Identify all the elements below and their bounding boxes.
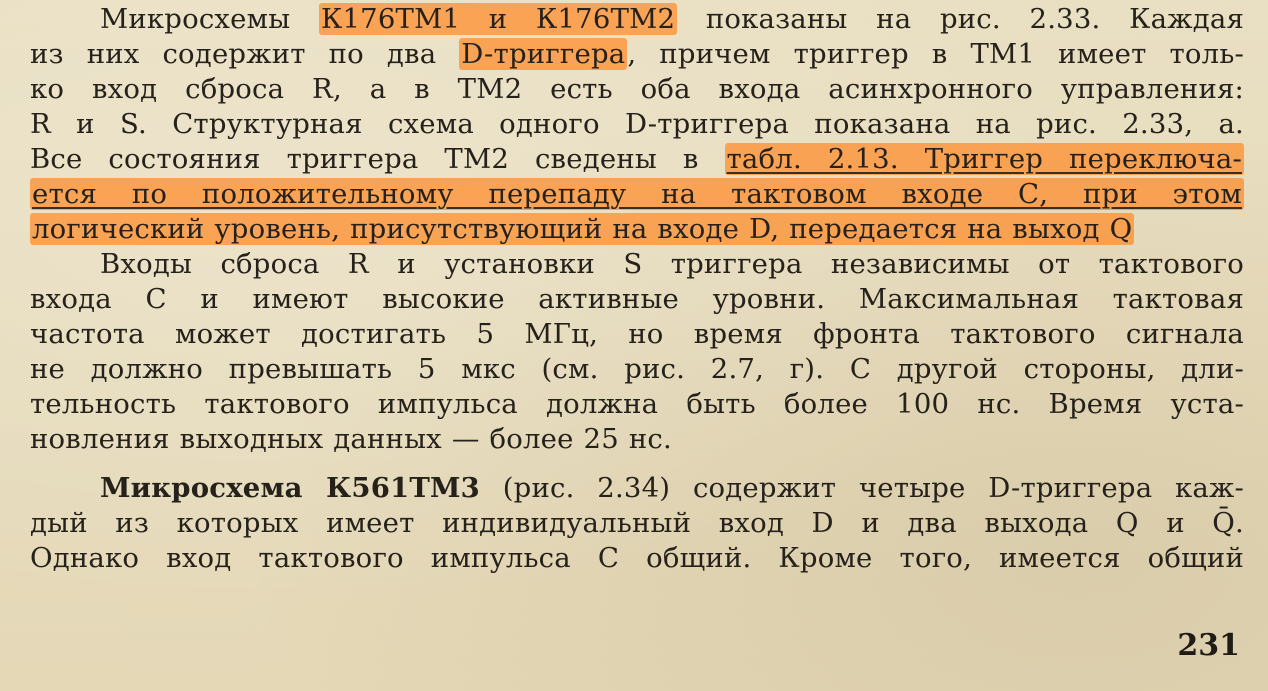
- paragraph-1-line-4: R и S. Структурная схема одного D-триггера показана на рис. 2.33, а.: [30, 108, 1244, 140]
- highlighted-trigger-sentence: табл. 2.13. Триггер переключа-: [726, 143, 1243, 175]
- highlighted-chip-names: К176ТМ1 и К176ТМ2: [320, 3, 676, 35]
- paragraph-2-line-3: частота может достигать 5 МГц, но время фронта тактового сигнала: [30, 318, 1244, 350]
- paragraph-3-line-3: Однако вход тактового импульса С общий. Кроме того, имеется общий: [30, 542, 1244, 574]
- highlighted-trigger-sentence: ется по положительному перепаду на тактовом входе С, при этом: [32, 178, 1242, 210]
- paragraph-2-line-2: входа С и имеют высокие активные уровни. Максимальная тактовая: [30, 283, 1244, 315]
- paragraph-1-line-7: [30, 212, 1244, 247]
- paragraph-1-line-2: [30, 37, 1244, 72]
- highlighted-trigger-sentence: логический уровень, присутствующий на входе D, передается на выход Q: [32, 213, 1133, 245]
- chip-heading: Микросхема К561ТМ3: [100, 472, 481, 504]
- paragraph-3-line-1: [30, 471, 1244, 506]
- text-segment: Микросхемы: [100, 3, 319, 35]
- paragraph-2-line-5: тельность тактового импульса должна быть более 100 нс. Время уста-: [30, 388, 1244, 420]
- text-segment: из них содержит по два: [30, 38, 460, 70]
- page-number: 231: [1177, 628, 1240, 663]
- paragraph-2-line-4: не должно превышать 5 мкс (см. рис. 2.7, г). С другой стороны, дли-: [30, 353, 1244, 385]
- highlighted-d-trigger: D-триггера: [461, 38, 626, 70]
- paragraph-2-line-6: новления выходных данных — более 25 нс.: [30, 423, 672, 455]
- text-segment: показаны на рис. 2.33. Каждая: [677, 3, 1244, 35]
- paragraph-3-line-2: дый из которых имеет индивидуальный вход D и два выхода Q и Q̄.: [30, 507, 1244, 539]
- paragraph-1-line-3: ко вход сброса R, а в ТМ2 есть оба входа асинхронного управления:: [30, 73, 1244, 105]
- paragraph-1-line-6: [30, 177, 1244, 212]
- text-segment: , причем триггер в ТМ1 имеет толь-: [627, 38, 1245, 70]
- paragraph-1-line-5: [30, 142, 1244, 177]
- paragraph-2-line-1: Входы сброса R и установки S триггера независимы от тактового: [100, 248, 1244, 280]
- paragraph-1-line-1: [30, 2, 1244, 37]
- paragraph-gap: [30, 457, 1244, 471]
- page-text: [30, 2, 1244, 576]
- text-segment: (рис. 2.34) содержит четыре D-триггера каж-: [480, 472, 1244, 504]
- text-segment: Все состояния триггера ТМ2 сведены в: [30, 143, 725, 175]
